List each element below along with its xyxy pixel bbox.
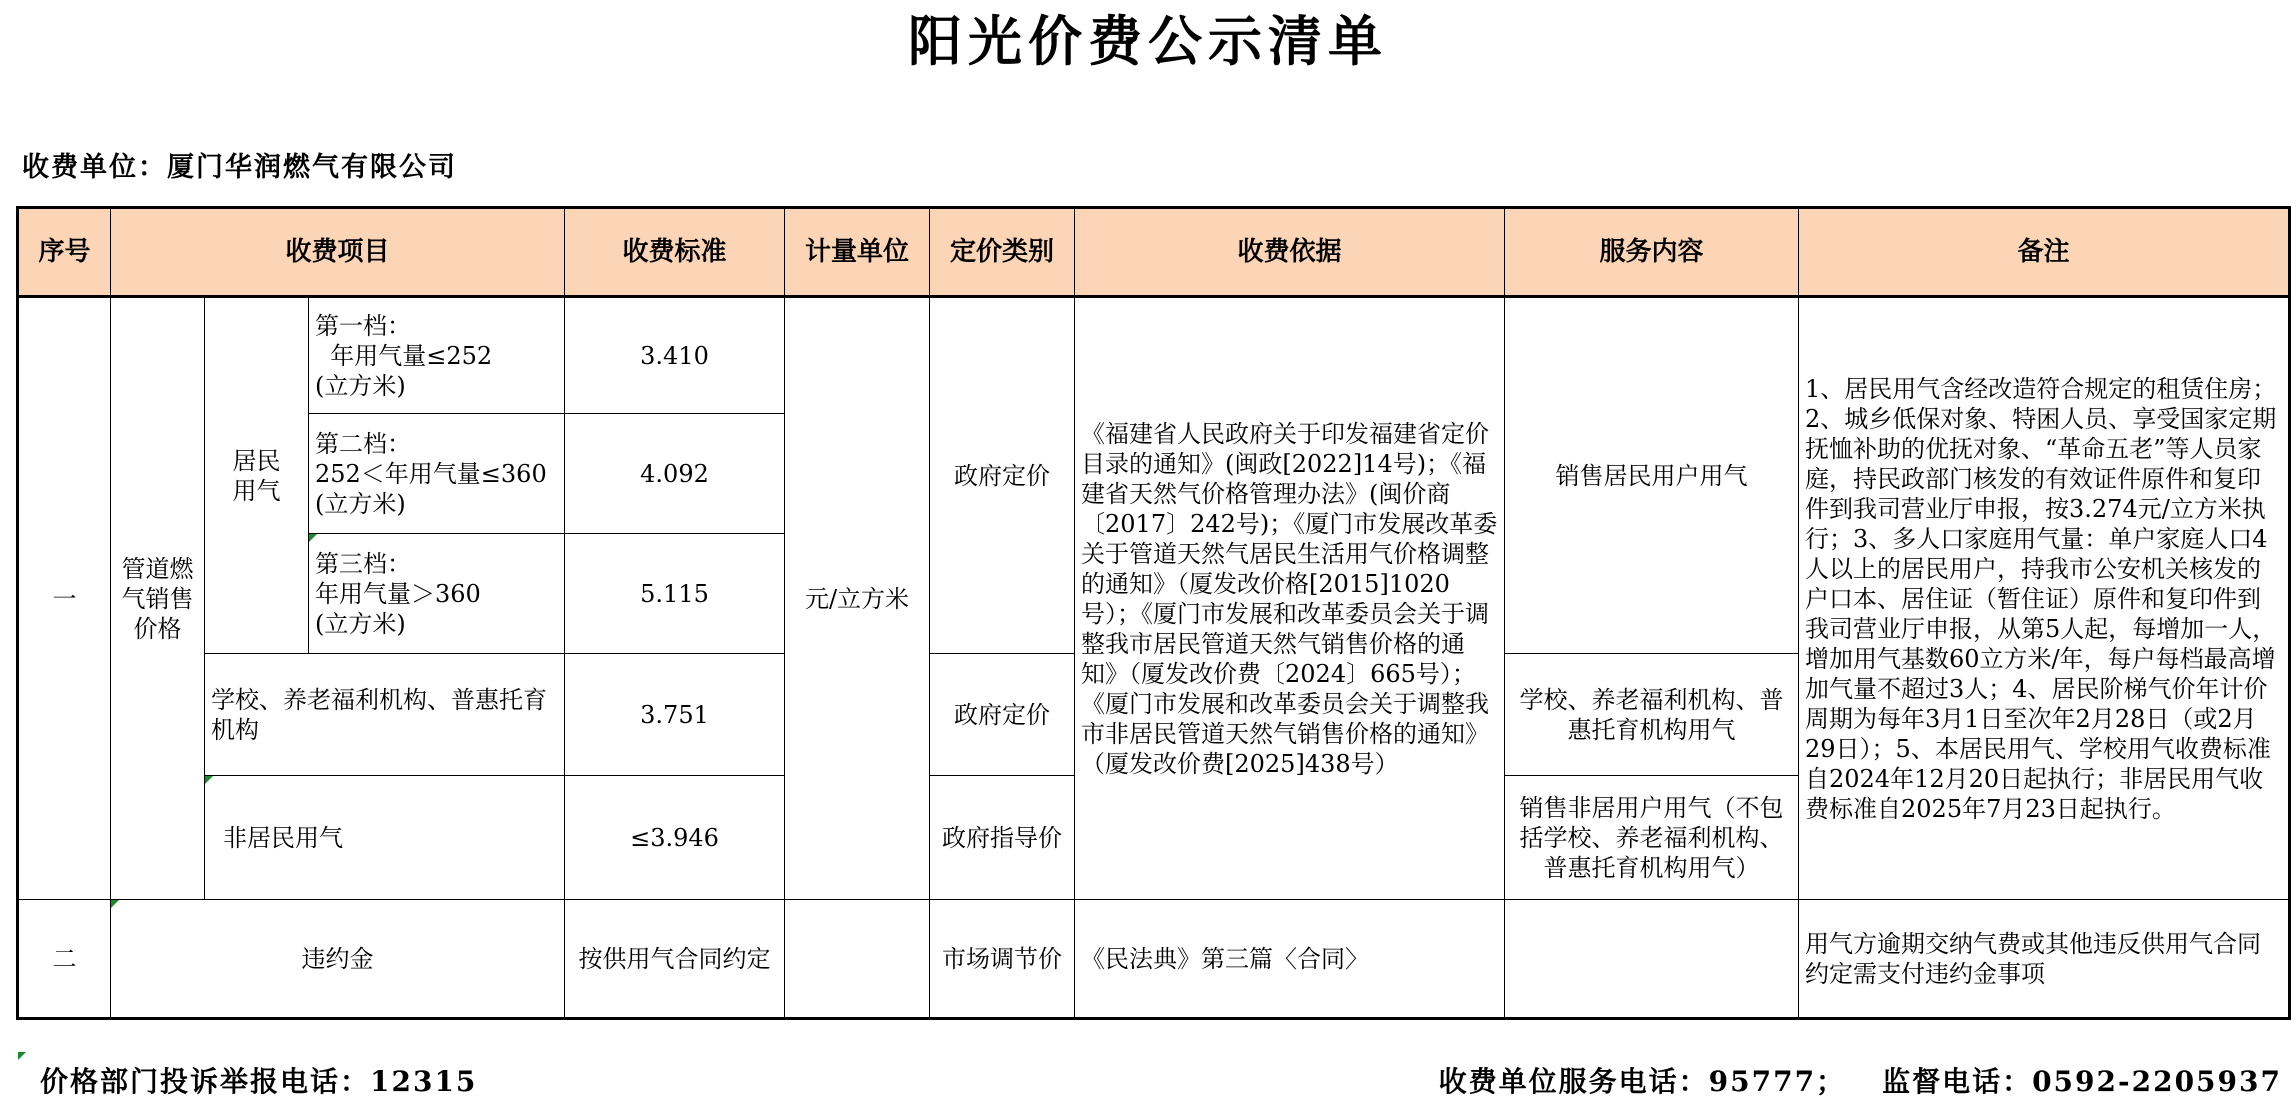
header-no: 序号 [18, 208, 111, 297]
tier1-price: 3.410 [565, 297, 785, 414]
service-resident-cell: 销售居民用户用气 [1505, 297, 1799, 654]
row-number: 二 [18, 900, 111, 1019]
header-standard: 收费标准 [565, 208, 785, 297]
header-pricing-type: 定价类别 [930, 208, 1075, 297]
penalty-price: 按供用气合同约定 [565, 900, 785, 1019]
nonresident-price: ≤3.946 [565, 776, 785, 900]
service-phone: 收费单位服务电话：95777； [1438, 1065, 1847, 1098]
page-title: 阳光价费公示清单 [908, 9, 1388, 73]
header-service: 服务内容 [1505, 208, 1799, 297]
tier1-cell [309, 297, 565, 414]
penalty-unit [785, 900, 930, 1019]
tier2-line2: 252＜年用气量≤360 [315, 459, 547, 488]
nonresident-item-cell [205, 776, 565, 900]
table-header-row [18, 208, 2290, 297]
school-item-cell: 学校、养老福利机构、普惠托育机构 [205, 654, 565, 776]
footer-phones [1439, 1064, 2282, 1100]
row-number: 一 [18, 297, 111, 900]
service-nonresident-cell: 销售非居用户用气（不包括学校、养老福利机构、普惠托育机构用气） [1505, 776, 1799, 900]
cell-marker [205, 776, 213, 784]
school-price: 3.751 [565, 654, 785, 776]
nonresident-item-label: 非居民用气 [223, 823, 343, 852]
cell-marker [111, 900, 119, 908]
unit-cell: 元/立方米 [785, 297, 930, 900]
basis-cell: 《福建省人民政府关于印发福建省定价目录的通知》(闽政[2022]14号)；《福建省天然气价格管理办法》(闽价商〔2017〕242号)；《厦门市发展改革委关于管道天然气居民生活用气价格调整的通知》（厦发改价格[2015]1020号）；《厦门市发展和改革委员会关于调整我市居民管道天然气销售价格的通知》（厦发改价费〔2024〕665号）；《厦门市发展和改革委员会关于调整我市非居民管道天然气销售价格的通知》（厦发改价费[2025]438号） [1075, 297, 1505, 900]
tier1-line2: 年用气量≤252 [315, 341, 493, 370]
pricing-gov-cell: 政府定价 [930, 297, 1075, 654]
penalty-item-label: 违约金 [301, 944, 374, 973]
penalty-item-cell [111, 900, 565, 1019]
tier3-line3: (立方米) [315, 609, 406, 638]
tier1-line3: (立方米) [315, 371, 406, 400]
cell-marker [18, 1052, 26, 1060]
penalty-basis-cell: 《民法典》第三篇〈合同〉 [1075, 900, 1505, 1019]
category-cell: 管道燃气销售价格 [111, 297, 205, 900]
header-unit: 计量单位 [785, 208, 930, 297]
table-row [18, 900, 2290, 1019]
remark-cell: 1、居民用气含经改造符合规定的租赁住房；2、城乡低保对象、特困人员、享受国家定期抚恤补助的优抚对象、“革命五老”等人员家庭，持民政部门核发的有效证件原件和复印件到我司营业厅申报，按3.274元/立方米执行；3、多人口家庭用气量：单户家庭人口4人以上的居民用户，持我市公安机关核发的户口本、居住证（暂住证）原件和复印件到我司营业厅申报，从第5人起，每增加一人，增加用气基数60立方米/年，每户每档最高增加气量不超过3人；4、居民阶梯气价年计价周期为每年3月1日至次年2月28日（或2月29日）；5、本居民用气、学校用气收费标准自2024年12月20日起执行；非居民用气收费标准自2025年7月23日起执行。 [1799, 297, 2290, 900]
tier3-line2: 年用气量＞360 [315, 579, 481, 608]
tier3-cell [309, 534, 565, 654]
header-item: 收费项目 [111, 208, 565, 297]
service-school-cell: 学校、养老福利机构、普惠托育机构用气 [1505, 654, 1799, 776]
penalty-pricing-cell: 市场调节价 [930, 900, 1075, 1019]
penalty-service [1505, 900, 1799, 1019]
tier2-line1: 第二档： [315, 429, 411, 458]
supervise-phone: 监督电话：0592-2205937 [1882, 1065, 2282, 1098]
tier3-line1: 第三档： [315, 549, 411, 578]
header-basis: 收费依据 [1075, 208, 1505, 297]
tier2-line3: (立方米) [315, 489, 406, 518]
complaint-phone: 价格部门投诉举报电话：12315 [40, 1065, 478, 1098]
charging-unit: 收费单位：厦门华润燃气有限公司 [22, 152, 457, 183]
cell-marker [309, 534, 317, 542]
fee-table [16, 206, 2291, 1020]
pricing-gov-school-cell: 政府定价 [930, 654, 1075, 776]
pricing-guide-cell: 政府指导价 [930, 776, 1075, 900]
tier2-cell [309, 414, 565, 534]
tier3-price: 5.115 [565, 534, 785, 654]
header-remark: 备注 [1799, 208, 2290, 297]
tier2-price: 4.092 [565, 414, 785, 534]
penalty-remark-cell: 用气方逾期交纳气费或其他违反供用气合同约定需支付违约金事项 [1799, 900, 2290, 1019]
resident-gas-cell: 居民用气 [205, 297, 309, 654]
table-row [18, 297, 2290, 414]
tier1-line1: 第一档： [315, 311, 411, 340]
